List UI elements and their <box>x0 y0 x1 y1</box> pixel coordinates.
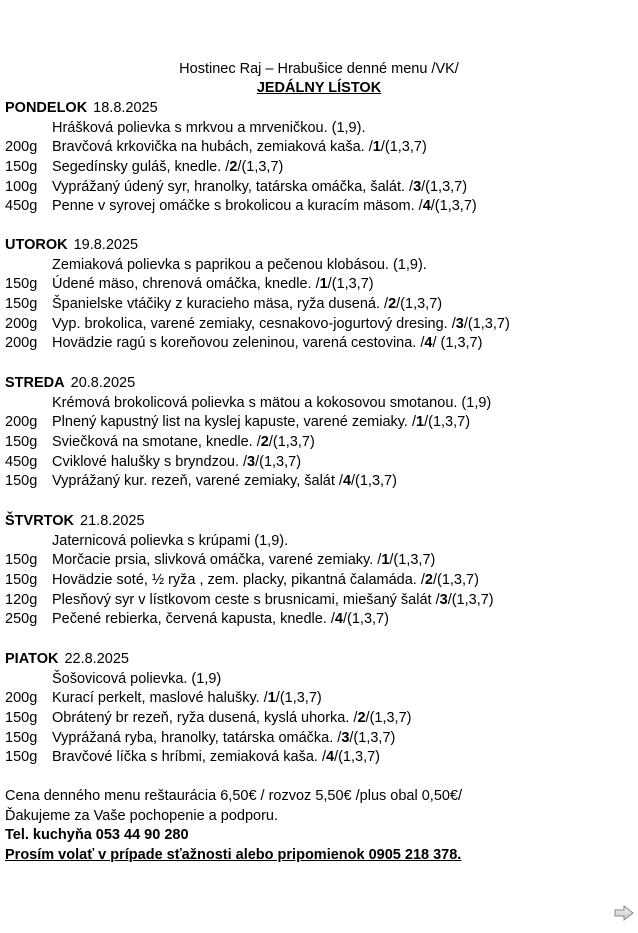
dish-item <box>5 591 635 611</box>
dish-text: Vyprážaný kur. rezeň, varené zemiaky, šalát / <box>52 473 343 490</box>
dish-number: 4 <box>424 335 433 352</box>
dish-allergens: /(1,3,7) <box>351 473 397 490</box>
dish-allergens: /(1,3,7) <box>255 453 302 470</box>
dish-number: 3 <box>247 453 256 470</box>
dish-weight: 200g <box>5 690 38 707</box>
dish-number: 2 <box>424 572 433 589</box>
dish-text: Údené mäso, chrenová omáčka, knedle. / <box>52 276 320 293</box>
dish-allergens: /(1,3,7) <box>365 710 412 727</box>
day-heading <box>5 512 635 532</box>
dish-weight: 450g <box>5 198 38 215</box>
dish-number: 1 <box>319 276 328 293</box>
dish-number: 2 <box>229 159 238 176</box>
dish-allergens: /(1,3,7) <box>334 749 381 766</box>
dish-item <box>5 551 635 571</box>
complaint-note: Prosím volať v prípade sťažnosti alebo pripomienok 0905 218 378. <box>5 847 462 864</box>
dish-weight: 100g <box>5 178 38 195</box>
dish-text: Obrátený br rezeň, ryža dusená, kyslá uhorka. / <box>52 710 358 727</box>
dish-allergens: /(1,3,7) <box>447 591 494 608</box>
menu-header-title: Hostinec Raj – Hrabušice denné menu /VK/ <box>179 61 459 77</box>
dish-number: 3 <box>455 315 464 332</box>
dish-item <box>5 315 635 335</box>
menu-footer <box>5 787 635 866</box>
thanks-note: Ďakujeme za Vaše pochopenie a podporu. <box>5 807 279 824</box>
dish-weight: 450g <box>5 453 38 470</box>
day-heading <box>5 236 635 256</box>
soup-item: Krémová brokolicová polievka s mätou a kokosovou smotanou. (1,9) <box>52 394 492 411</box>
day-date: 20.8.2025 <box>70 375 136 391</box>
dish-text: Cviklové halušky s bryndzou. / <box>52 453 248 470</box>
dish-number: 4 <box>326 749 335 766</box>
dish-text: Vyprážaná ryba, hranolky, tatárska omáčka. / <box>52 729 342 746</box>
dish-weight: 150g <box>5 749 38 766</box>
dish-number: 1 <box>267 690 276 707</box>
dish-weight: 120g <box>5 591 38 608</box>
dish-allergens: /(1,3,7) <box>327 276 374 293</box>
dish-item <box>5 709 635 729</box>
dish-item <box>5 295 635 315</box>
dish-number: 1 <box>416 414 425 431</box>
dish-number: 2 <box>388 296 397 313</box>
dish-item <box>5 413 635 433</box>
dish-text: Penne v syrovej omáčke s brokolicou a kuracím mäsom. / <box>52 198 423 215</box>
dish-weight: 150g <box>5 276 38 293</box>
dish-item <box>5 571 635 591</box>
soup-item: Šošovicová polievka. (1,9) <box>52 670 222 687</box>
dish-allergens: /(1,3,7) <box>349 729 396 746</box>
dish-item <box>5 334 635 354</box>
price-info: Cena denného menu reštaurácia 6,50€ / rozvoz 5,50€ /plus obal 0,50€/ <box>5 788 463 804</box>
dish-weight: 200g <box>5 335 38 352</box>
dish-text: Vyprážaný údený syr, hranolky, tatárska omáčka, šalát. / <box>52 178 414 195</box>
next-arrow-icon[interactable] <box>614 905 634 921</box>
day-block-friday <box>5 650 635 768</box>
dish-item <box>5 689 635 709</box>
dish-weight: 200g <box>5 414 38 431</box>
day-name: UTOROK <box>5 237 68 253</box>
dish-text: Bravčové líčka s hríbmi, zemiaková kaša. / <box>52 749 326 766</box>
day-block-thursday <box>5 512 635 630</box>
dish-allergens: /(1,3,7) <box>343 611 389 628</box>
dish-item <box>5 178 635 198</box>
dish-number: 4 <box>342 473 352 490</box>
dish-weight: 150g <box>5 729 38 746</box>
dish-allergens: /(1,3,7) <box>430 198 477 215</box>
dish-weight: 150g <box>5 552 38 569</box>
dish-allergens: /(1,3,7) <box>421 178 468 195</box>
dish-weight: 150g <box>5 296 38 313</box>
dish-allergens: /(1,3,7) <box>396 296 443 313</box>
dish-allergens: /(1,3,7) <box>268 434 315 451</box>
dish-number: 2 <box>357 710 366 727</box>
dish-number: 1 <box>372 139 381 156</box>
day-block-tuesday <box>5 236 635 354</box>
day-heading <box>5 374 635 394</box>
dish-item <box>5 748 635 768</box>
dish-weight: 200g <box>5 315 38 332</box>
dish-weight: 150g <box>5 159 38 176</box>
dish-weight: 200g <box>5 139 38 156</box>
dish-weight: 150g <box>5 434 38 451</box>
dish-item <box>5 138 635 158</box>
dish-text: Morčacie prsia, slivková omáčka, varené zemiaky. / <box>52 552 382 569</box>
dish-allergens: /(1,3,7) <box>275 690 322 707</box>
dish-text: Kurací perkelt, maslové halušky. / <box>52 690 268 707</box>
dish-weight: 150g <box>5 710 38 727</box>
dish-text: Vyp. brokolica, varené zemiaky, cesnakovo-jogurtový dresing. / <box>52 315 456 332</box>
dish-item <box>5 433 635 453</box>
day-heading <box>5 650 635 670</box>
dish-item <box>5 275 635 295</box>
dish-text: Sviečková na smotane, knedle. / <box>52 434 261 451</box>
dish-item <box>5 453 635 473</box>
day-date: 18.8.2025 <box>93 100 158 116</box>
dish-number: 3 <box>341 729 350 746</box>
dish-number: 1 <box>381 552 390 569</box>
soup-item: Jaternicová polievka s krúpami (1,9). <box>52 532 289 549</box>
dish-allergens: /(1,3,7) <box>424 414 471 431</box>
dish-text: Plesňový syr v lístkovom ceste s brusnicami, miešaný šalát / <box>52 591 440 608</box>
menu-header-subtitle: JEDÁLNY LÍSTOK <box>256 80 382 96</box>
dish-allergens: /(1,3,7) <box>432 572 479 589</box>
dish-weight: 150g <box>5 473 38 490</box>
dish-number: 4 <box>422 198 431 215</box>
dish-allergens: /(1,3,7) <box>389 552 436 569</box>
dish-item <box>5 472 635 492</box>
dish-number: 2 <box>260 434 269 451</box>
day-date: 22.8.2025 <box>64 651 129 667</box>
soup-item: Hrášková polievka s mrkvou a mrveničkou. (1,9). <box>52 119 366 136</box>
dish-item <box>5 197 635 217</box>
dish-allergens: / (1,3,7) <box>432 335 483 352</box>
dish-text: Plnený kapustný list na kyslej kapuste, varené zemiaky. / <box>52 414 417 431</box>
day-date: 21.8.2025 <box>80 513 145 529</box>
dish-text: Hovädzie ragú s koreňovou zeleninou, varená cestovina. / <box>52 335 425 352</box>
dish-allergens: /(1,3,7) <box>463 315 510 332</box>
day-block-wednesday <box>5 374 635 492</box>
dish-text: Španielske vtáčiky z kuracieho mäsa, ryža dusená. / <box>52 296 389 313</box>
day-name: PIATOK <box>5 651 59 667</box>
kitchen-phone: Tel. kuchyňa 053 44 90 280 <box>5 827 189 844</box>
day-heading <box>5 99 635 119</box>
dish-allergens: /(1,3,7) <box>380 139 427 156</box>
dish-number: 3 <box>439 591 448 608</box>
dish-number: 3 <box>413 178 422 195</box>
dish-text: Pečené rebierka, červená kapusta, knedle. / <box>52 611 335 628</box>
day-name: PONDELOK <box>5 100 88 116</box>
dish-weight: 250g <box>5 611 38 628</box>
dish-text: Segedínsky guláš, knedle. / <box>52 159 230 176</box>
day-date: 19.8.2025 <box>73 237 139 253</box>
dish-item <box>5 610 635 630</box>
day-name: ŠTVRTOK <box>5 513 75 529</box>
dish-item <box>5 729 635 749</box>
day-name: STREDA <box>5 375 65 391</box>
dish-text: Hovädzie soté, ½ ryža , zem. placky, pikantná čalamáda. / <box>52 572 425 589</box>
dish-text: Bravčová krkovička na hubách, zemiaková kaša. / <box>52 139 373 156</box>
dish-weight: 150g <box>5 572 38 589</box>
day-block-monday <box>5 99 635 217</box>
dish-number: 4 <box>334 611 343 628</box>
soup-item: Zemiaková polievka s paprikou a pečenou klobásou. (1,9). <box>52 256 427 273</box>
dish-item <box>5 158 635 178</box>
dish-allergens: /(1,3,7) <box>237 159 284 176</box>
